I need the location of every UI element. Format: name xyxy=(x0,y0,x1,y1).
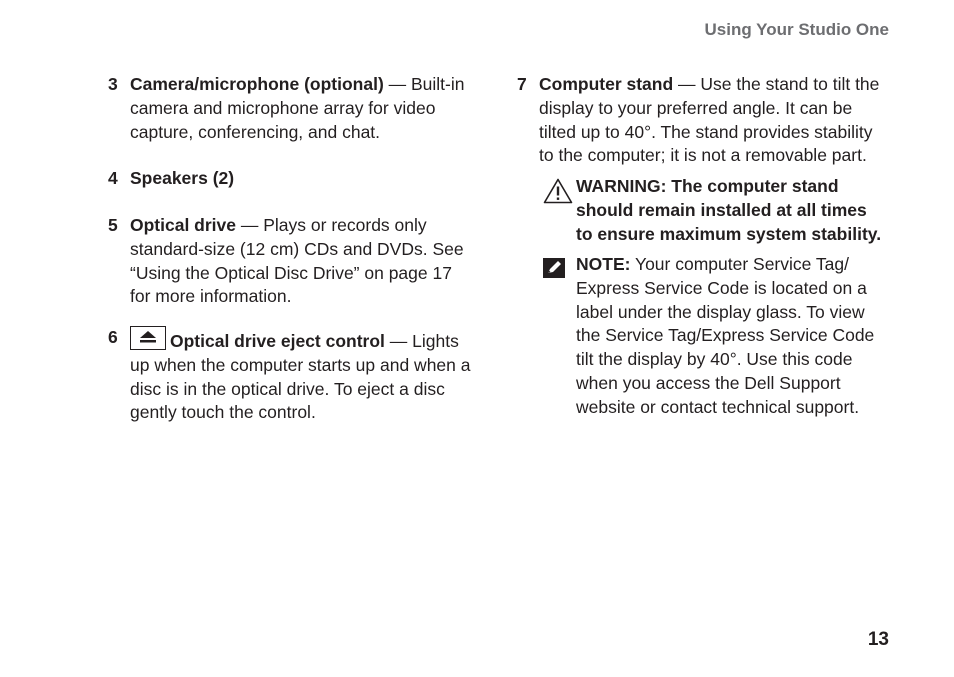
item-title: Camera/microphone (optional) xyxy=(130,74,384,94)
note-text: Your computer Service Tag/ Express Service Code is located on a label under the display glass. To view the Service Tag/Express Service Code tilt the display by 40°. Use this code when you access the Dell Support website or contact technical support. xyxy=(576,254,875,417)
warning-text: WARNING: The computer stand should remain installed at all times to ensure maximum system stability. xyxy=(576,176,882,244)
note-body xyxy=(576,253,888,420)
item-number: 5 xyxy=(108,215,118,235)
list-item-optical-drive xyxy=(108,214,468,309)
list-item-camera-microphone xyxy=(108,73,468,144)
note-label: NOTE: xyxy=(576,254,631,274)
item-description: — Use the stand to tilt the display to your preferred angle. It can be tilted up to 40°. The stand provides stability to the computer; it is not a removable part. xyxy=(539,74,880,166)
item-title: Speakers (2) xyxy=(130,168,235,188)
item-description: — Plays or records only standard-size (12 cm) CDs and DVDs. See “Using the Optical Disc Drive” on page 17 for more information. xyxy=(130,215,464,307)
list-item-computer-stand xyxy=(517,73,887,168)
page-number: 13 xyxy=(867,629,889,650)
item-body xyxy=(130,214,468,309)
item-body xyxy=(130,167,468,191)
list-item-speakers xyxy=(108,167,468,191)
item-number: 3 xyxy=(108,74,118,94)
item-title: Optical drive xyxy=(130,215,237,235)
item-description: — Lights up when the computer starts up and when a disc is in the optical drive. To eject a disc gently touch the control. xyxy=(130,331,471,423)
item-body xyxy=(130,326,473,425)
eject-icon xyxy=(130,326,166,350)
item-body xyxy=(130,73,468,144)
item-number: 6 xyxy=(108,327,118,347)
warning-callout xyxy=(543,175,888,246)
note-callout xyxy=(543,253,888,420)
item-number: 7 xyxy=(517,74,527,94)
item-title: Optical drive eject control xyxy=(170,331,385,351)
list-item-eject-control xyxy=(108,326,473,425)
item-title: Computer stand xyxy=(539,74,674,94)
warning-triangle-icon xyxy=(543,178,573,211)
item-description: — Built-in camera and microphone array for video capture, conferencing, and chat. xyxy=(130,74,465,142)
note-pencil-icon xyxy=(543,258,565,285)
item-number: 4 xyxy=(108,168,118,188)
item-body xyxy=(539,73,887,168)
page-header: Using Your Studio One xyxy=(704,20,889,39)
